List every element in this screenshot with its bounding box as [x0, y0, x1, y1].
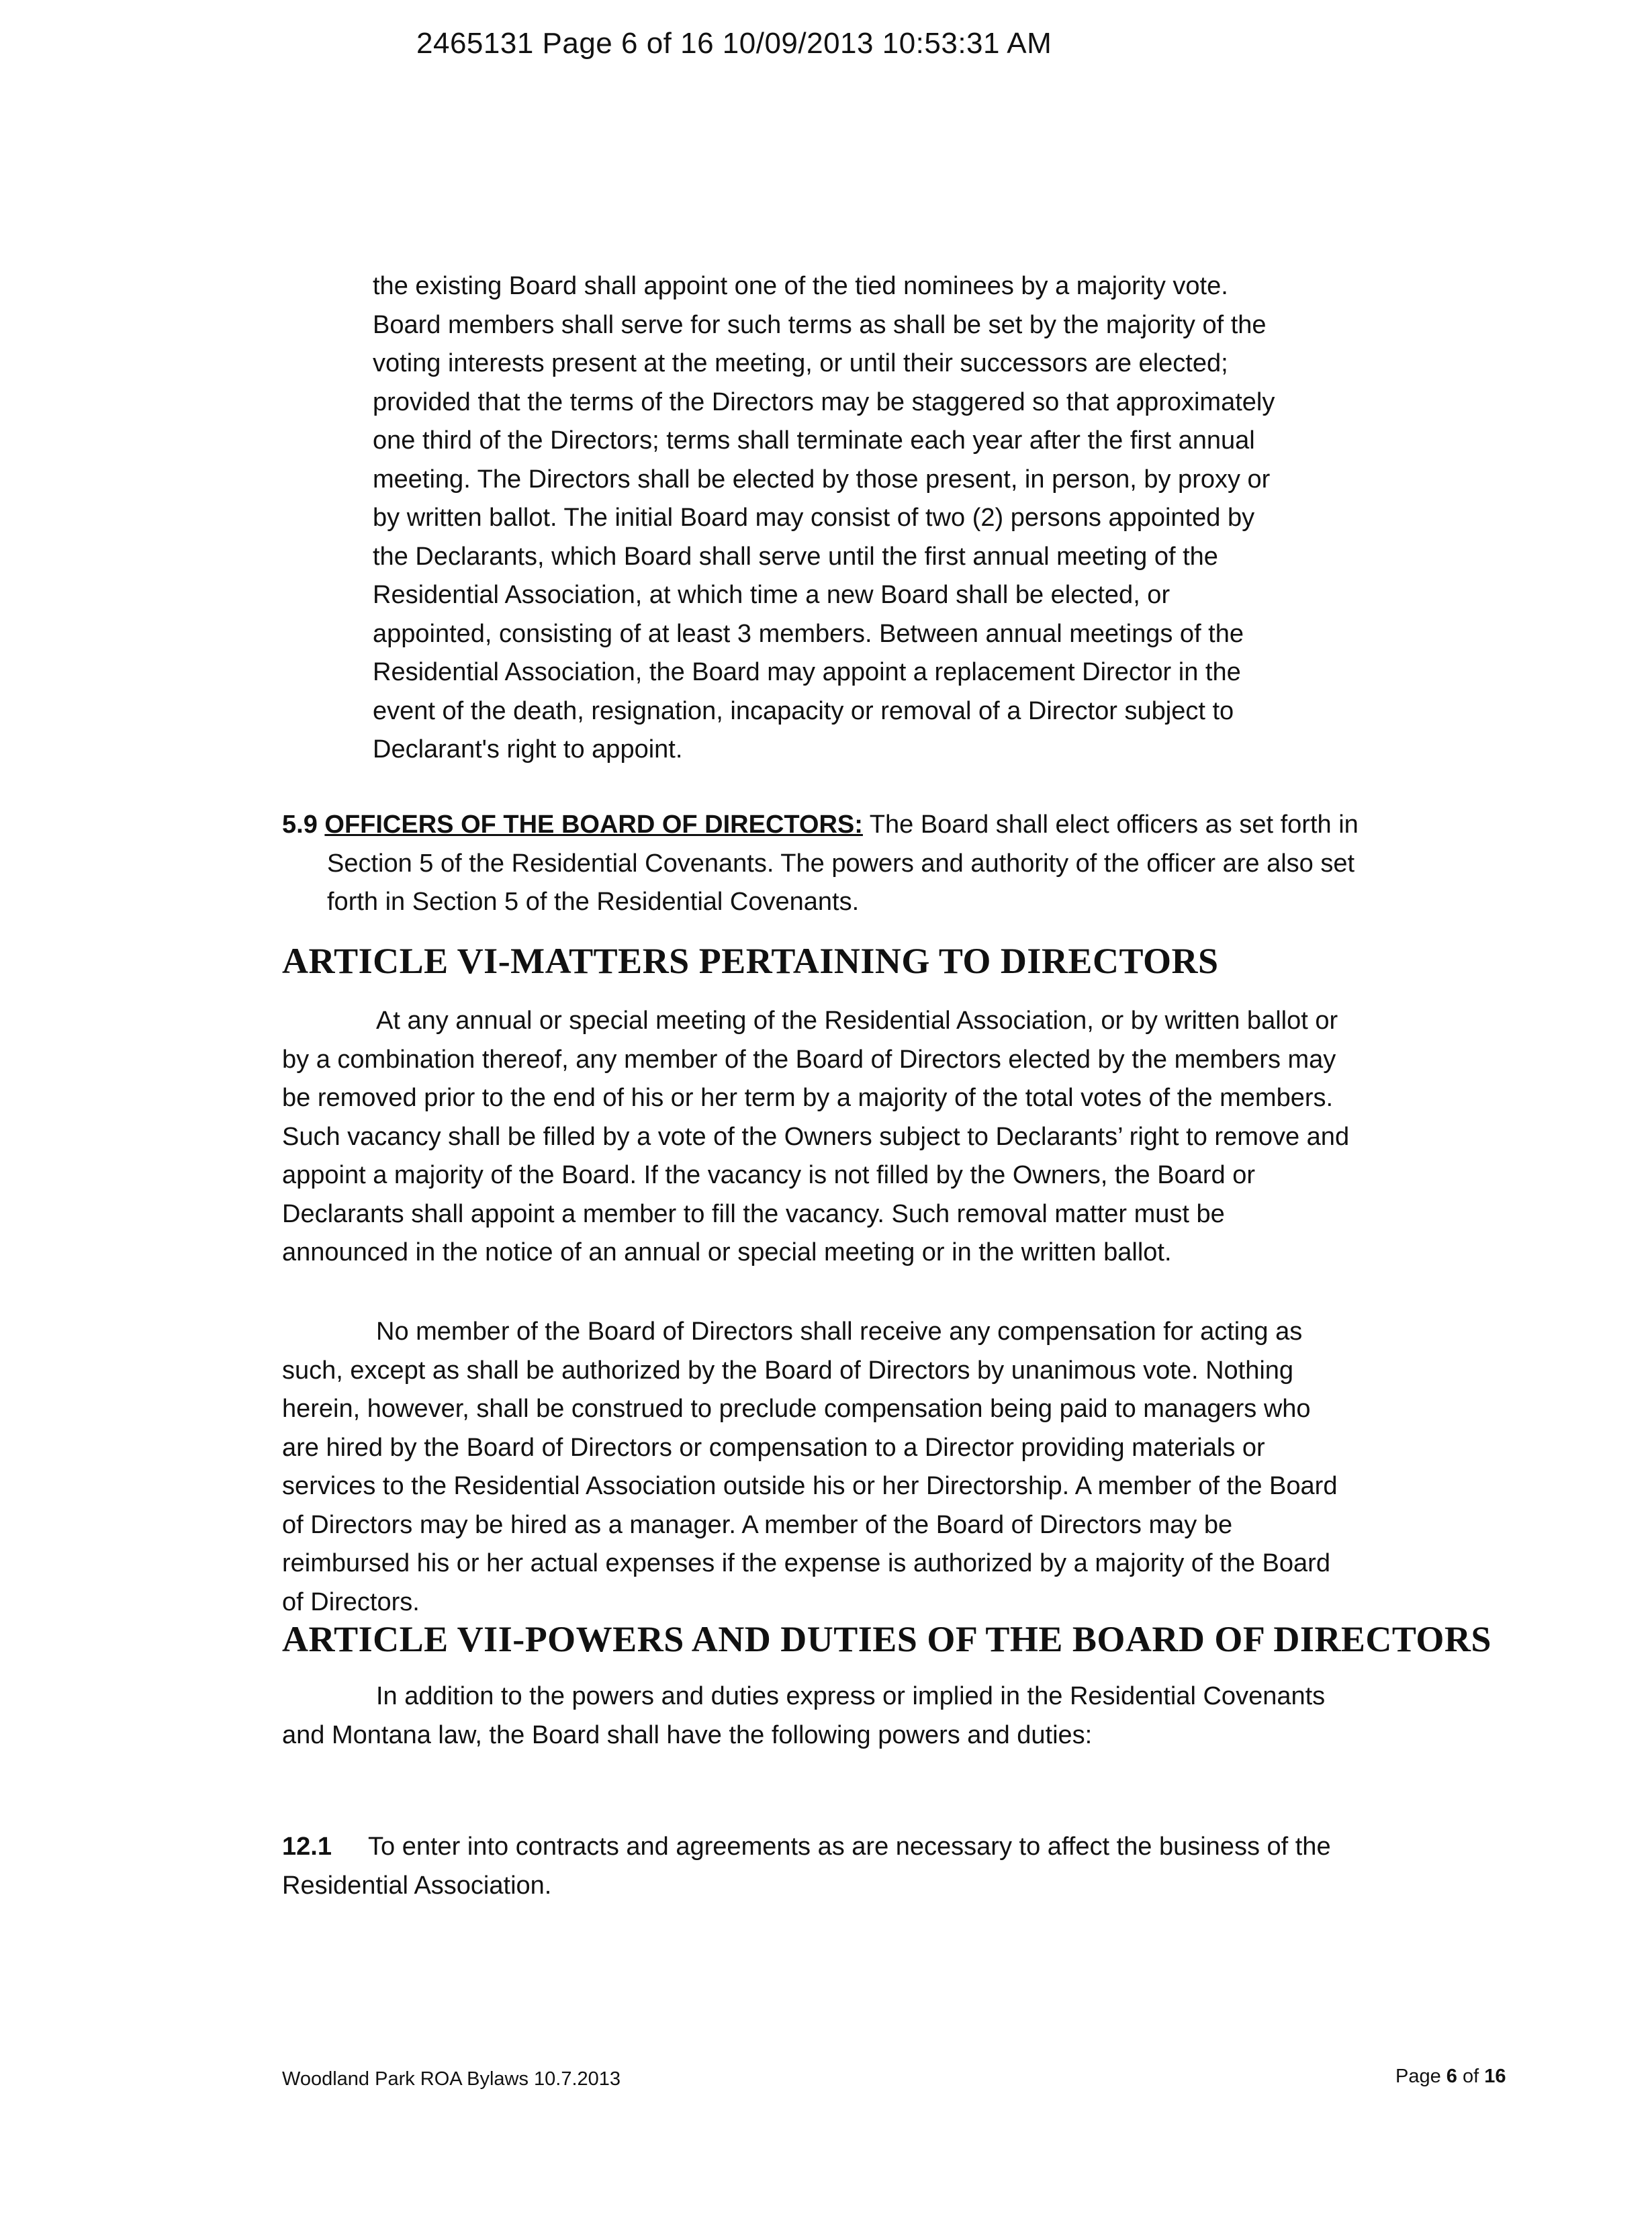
text-line: voting interests present at the meeting, or until their successors are elected; — [373, 349, 1228, 377]
text-line: Declarant's right to appoint. — [373, 735, 683, 764]
text-line: be removed prior to the end of his or her term by a majority of the total votes of the members. — [282, 1084, 1334, 1112]
text-line: event of the death, resignation, incapacity or removal of a Director subject to — [373, 696, 1234, 725]
text-line: Residential Association, the Board may appoint a replacement Director in the — [373, 658, 1241, 686]
section-number: 5.9 — [282, 811, 318, 839]
text-line: by written ballot. The initial Board may consist of two (2) persons appointed by — [373, 504, 1255, 532]
text-line: Board members shall serve for such terms as shall be set by the majority of the — [373, 310, 1267, 339]
text-line: appoint a majority of the Board. If the vacancy is not filled by the Owners, the Board or — [282, 1161, 1255, 1189]
text-line: of Directors may be hired as a manager. A member of the Board of Directors may be — [282, 1510, 1233, 1539]
text-line: and Montana law, the Board shall have the following powers and duties: — [282, 1720, 1093, 1749]
text-line: Declarants shall appoint a member to fill the vacancy. Such removal matter must be — [282, 1199, 1225, 1228]
text-line: Residential Association, at which time a new Board shall be elected, or — [373, 581, 1171, 609]
text-line: by a combination thereof, any member of the Board of Directors elected by the members may — [282, 1045, 1336, 1074]
article-vi-paragraph-2 — [282, 1313, 1518, 1622]
text-line: In addition to the powers and duties express or implied in the Residential Covenants — [376, 1682, 1326, 1710]
item-12-1-line-1 — [282, 1828, 1518, 1867]
page-label: Page — [1395, 2066, 1447, 2087]
continued-paragraph — [373, 267, 1528, 770]
text-line: provided that the terms of the Directors may be staggered so that approximately — [373, 387, 1275, 416]
article-vii-intro — [282, 1677, 1518, 1755]
text-line: At any annual or special meeting of the Residential Association, or by written ballot or — [376, 1007, 1338, 1035]
article-vi-heading: ARTICLE VI-MATTERS PERTAINING TO DIRECTORS — [282, 941, 1219, 981]
article-vi-paragraph-1 — [282, 1002, 1518, 1273]
text-line: services to the Residential Association outside his or her Directorship. A member of the Board — [282, 1472, 1338, 1500]
text-line: meeting. The Directors shall be elected by those present, in person, by proxy or — [373, 465, 1271, 494]
item-number: 12.1 — [282, 1833, 332, 1861]
section-5-9-line-1 — [282, 806, 1518, 845]
text-line: Section 5 of the Residential Covenants. The powers and authority of the officer are also set — [327, 849, 1355, 878]
page-of-label: of — [1457, 2066, 1485, 2087]
text-line: announced in the notice of an annual or special meeting or in the written ballot. — [282, 1238, 1172, 1266]
footer-page-number — [1395, 2066, 1506, 2088]
text-line: one third of the Directors; terms shall terminate each year after the first annual — [373, 426, 1255, 455]
text-line: forth in Section 5 of the Residential Covenants. — [327, 888, 860, 916]
text-line: herein, however, shall be construed to preclude compensation being paid to managers who — [282, 1395, 1311, 1423]
page-current: 6 — [1446, 2066, 1457, 2087]
text-line: appointed, consisting of at least 3 members. Between annual meetings of the — [373, 619, 1244, 648]
section-text: The Board shall elect officers as set forth in — [862, 811, 1359, 839]
text-line: reimbursed his or her actual expenses if the expense is authorized by a majority of the Board — [282, 1549, 1330, 1577]
page-total: 16 — [1484, 2066, 1506, 2087]
section-5-9 — [282, 806, 1518, 922]
text-line: Residential Association. — [282, 1871, 552, 1900]
text-line: are hired by the Board of Directors or compensation to a Director providing materials or — [282, 1433, 1265, 1462]
text-line: No member of the Board of Directors shall receive any compensation for acting as — [376, 1318, 1303, 1346]
text-line: such, except as shall be authorized by the Board of Directors by unanimous vote. Nothing — [282, 1356, 1294, 1385]
article-vii-heading: ARTICLE VII-POWERS AND DUTIES OF THE BOARD OF DIRECTORS — [282, 1619, 1492, 1659]
item-text: To enter into contracts and agreements as are necessary to affect the business of the — [368, 1833, 1331, 1861]
fax-header: 2465131 Page 6 of 16 10/09/2013 10:53:31 AM — [416, 27, 1052, 60]
footer-document-title: Woodland Park ROA Bylaws 10.7.2013 — [282, 2068, 621, 2090]
text-line: the Declarants, which Board shall serve until the first annual meeting of the — [373, 542, 1218, 571]
text-line: of Directors. — [282, 1587, 420, 1616]
text-line: Such vacancy shall be filled by a vote of the Owners subject to Declarants’ right to remove and — [282, 1122, 1350, 1151]
section-heading: OFFICERS OF THE BOARD OF DIRECTORS: — [324, 811, 863, 839]
item-12-1 — [282, 1828, 1518, 1905]
text-line: the existing Board shall appoint one of the tied nominees by a majority vote. — [373, 272, 1228, 300]
